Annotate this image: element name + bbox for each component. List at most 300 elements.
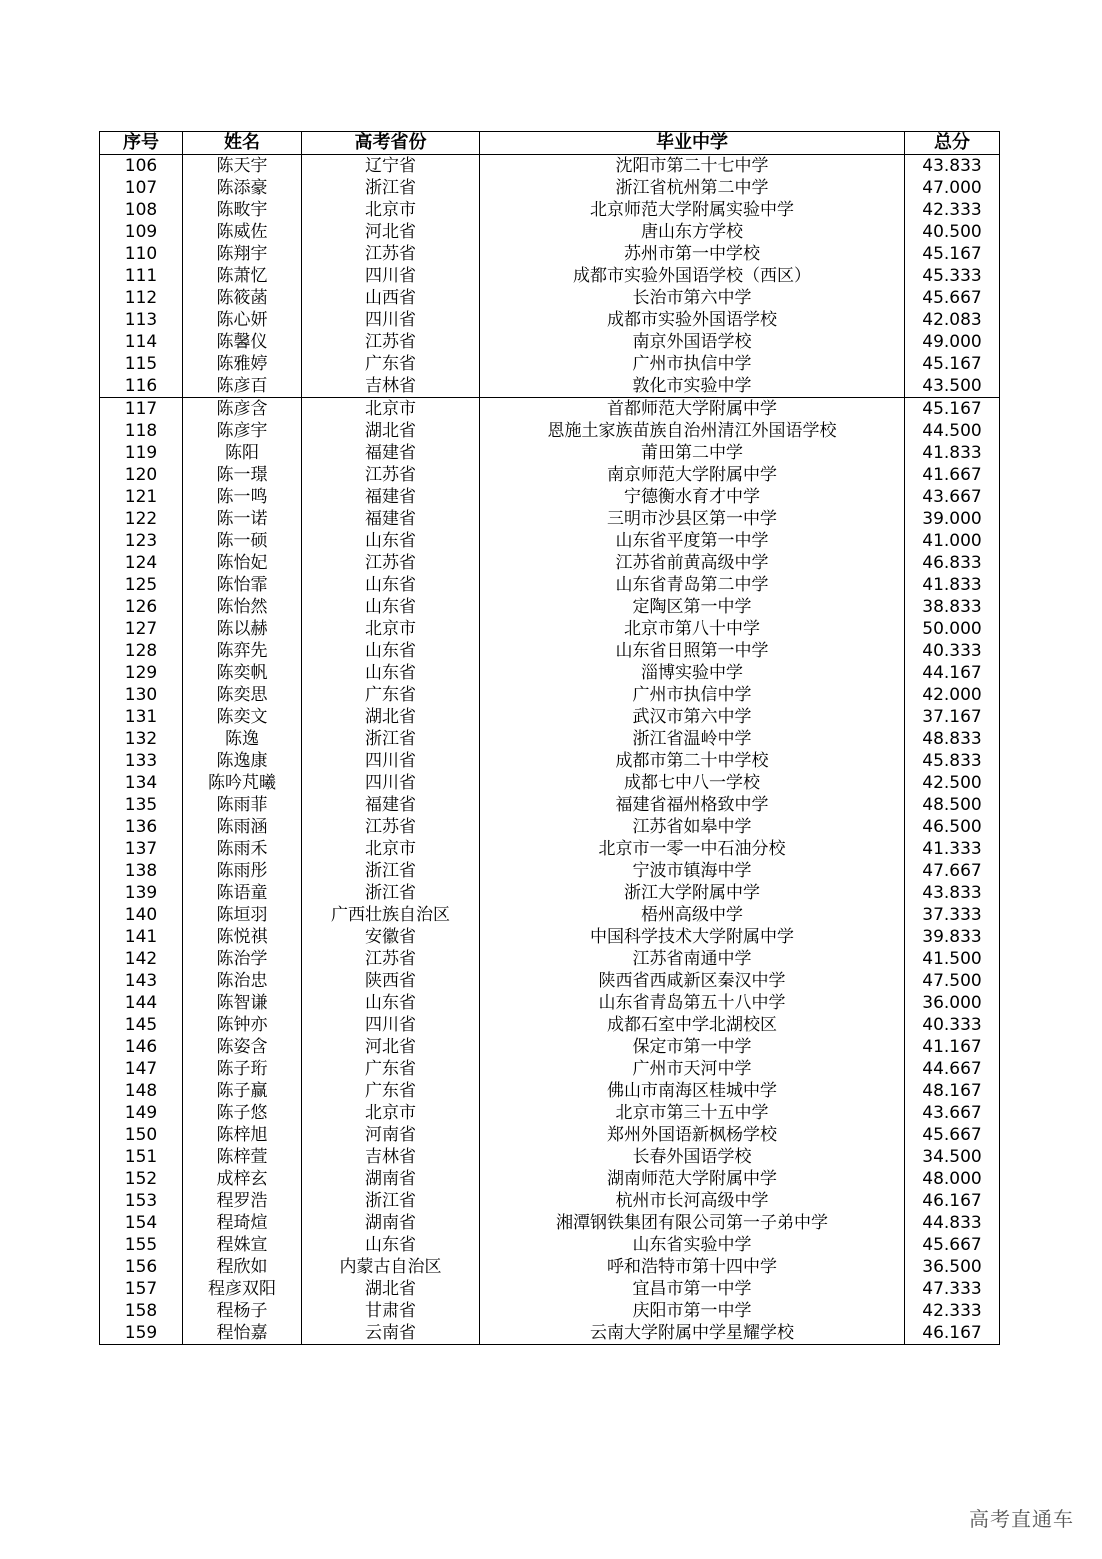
cell-name: 程罗浩 bbox=[183, 1190, 302, 1212]
table-row bbox=[100, 684, 1000, 706]
cell-school: 苏州市第一中学校 bbox=[480, 243, 905, 265]
cell-school: 武汉市第六中学 bbox=[480, 706, 905, 728]
cell-school: 北京市第三十五中学 bbox=[480, 1102, 905, 1124]
cell-name: 陈梓萱 bbox=[183, 1146, 302, 1168]
cell-name: 程欣如 bbox=[183, 1256, 302, 1278]
cell-province: 四川省 bbox=[302, 309, 480, 331]
cell-province: 山东省 bbox=[302, 574, 480, 596]
cell-seq: 144 bbox=[100, 992, 183, 1014]
cell-province: 广东省 bbox=[302, 353, 480, 375]
table-row bbox=[100, 816, 1000, 838]
cell-score: 42.333 bbox=[905, 199, 1000, 221]
cell-seq: 118 bbox=[100, 420, 183, 442]
cell-seq: 157 bbox=[100, 1278, 183, 1300]
cell-name: 陈彦宇 bbox=[183, 420, 302, 442]
cell-school: 北京师范大学附属实验中学 bbox=[480, 199, 905, 221]
cell-school: 山东省青岛第二中学 bbox=[480, 574, 905, 596]
cell-seq: 108 bbox=[100, 199, 183, 221]
table-row bbox=[100, 618, 1000, 640]
table-row bbox=[100, 1146, 1000, 1168]
cell-school: 三明市沙县区第一中学 bbox=[480, 508, 905, 530]
cell-score: 38.833 bbox=[905, 596, 1000, 618]
cell-score: 39.000 bbox=[905, 508, 1000, 530]
cell-seq: 131 bbox=[100, 706, 183, 728]
cell-province: 山东省 bbox=[302, 596, 480, 618]
table-row bbox=[100, 1058, 1000, 1080]
cell-province: 河北省 bbox=[302, 1036, 480, 1058]
cell-seq: 121 bbox=[100, 486, 183, 508]
cell-province: 北京市 bbox=[302, 199, 480, 221]
cell-province: 广东省 bbox=[302, 1058, 480, 1080]
cell-name: 程彦双阳 bbox=[183, 1278, 302, 1300]
table-row bbox=[100, 442, 1000, 464]
cell-province: 吉林省 bbox=[302, 375, 480, 398]
cell-school: 郑州外国语新枫杨学校 bbox=[480, 1124, 905, 1146]
cell-province: 吉林省 bbox=[302, 1146, 480, 1168]
cell-seq: 112 bbox=[100, 287, 183, 309]
cell-school: 呼和浩特市第十四中学 bbox=[480, 1256, 905, 1278]
cell-school: 定陶区第一中学 bbox=[480, 596, 905, 618]
cell-seq: 159 bbox=[100, 1322, 183, 1345]
cell-score: 47.333 bbox=[905, 1278, 1000, 1300]
table-row bbox=[100, 640, 1000, 662]
cell-name: 陈一鸣 bbox=[183, 486, 302, 508]
cell-school: 淄博实验中学 bbox=[480, 662, 905, 684]
cell-score: 47.500 bbox=[905, 970, 1000, 992]
cell-school: 成都市实验外国语学校 bbox=[480, 309, 905, 331]
cell-score: 45.833 bbox=[905, 750, 1000, 772]
cell-name: 陈怡霏 bbox=[183, 574, 302, 596]
cell-school: 山东省青岛第五十八中学 bbox=[480, 992, 905, 1014]
cell-score: 42.333 bbox=[905, 1300, 1000, 1322]
cell-school: 沈阳市第二十七中学 bbox=[480, 155, 905, 178]
table-row bbox=[100, 552, 1000, 574]
cell-school: 江苏省前黄高级中学 bbox=[480, 552, 905, 574]
cell-school: 江苏省南通中学 bbox=[480, 948, 905, 970]
cell-seq: 140 bbox=[100, 904, 183, 926]
cell-province: 山东省 bbox=[302, 992, 480, 1014]
table-row bbox=[100, 155, 1000, 178]
cell-score: 45.667 bbox=[905, 1234, 1000, 1256]
cell-province: 四川省 bbox=[302, 772, 480, 794]
table-row bbox=[100, 1234, 1000, 1256]
cell-score: 36.000 bbox=[905, 992, 1000, 1014]
table-row bbox=[100, 860, 1000, 882]
cell-school: 保定市第一中学 bbox=[480, 1036, 905, 1058]
cell-seq: 128 bbox=[100, 640, 183, 662]
cell-school: 敦化市实验中学 bbox=[480, 375, 905, 398]
table-row bbox=[100, 1212, 1000, 1234]
cell-score: 44.833 bbox=[905, 1212, 1000, 1234]
cell-school: 长春外国语学校 bbox=[480, 1146, 905, 1168]
cell-province: 甘肃省 bbox=[302, 1300, 480, 1322]
table-row bbox=[100, 398, 1000, 421]
cell-name: 陈以赫 bbox=[183, 618, 302, 640]
cell-province: 辽宁省 bbox=[302, 155, 480, 178]
cell-score: 34.500 bbox=[905, 1146, 1000, 1168]
cell-school: 梧州高级中学 bbox=[480, 904, 905, 926]
cell-score: 45.167 bbox=[905, 243, 1000, 265]
cell-seq: 124 bbox=[100, 552, 183, 574]
cell-province: 江苏省 bbox=[302, 331, 480, 353]
cell-province: 山西省 bbox=[302, 287, 480, 309]
cell-score: 40.500 bbox=[905, 221, 1000, 243]
cell-school: 南京外国语学校 bbox=[480, 331, 905, 353]
cell-province: 福建省 bbox=[302, 486, 480, 508]
cell-score: 47.000 bbox=[905, 177, 1000, 199]
cell-seq: 142 bbox=[100, 948, 183, 970]
cell-school: 浙江省杭州第二中学 bbox=[480, 177, 905, 199]
cell-name: 程杨子 bbox=[183, 1300, 302, 1322]
cell-province: 云南省 bbox=[302, 1322, 480, 1345]
table-row bbox=[100, 794, 1000, 816]
cell-name: 陈雨菲 bbox=[183, 794, 302, 816]
cell-province: 四川省 bbox=[302, 1014, 480, 1036]
cell-name: 陈畋宇 bbox=[183, 199, 302, 221]
cell-school: 广州市执信中学 bbox=[480, 353, 905, 375]
cell-school: 成都市实验外国语学校（西区） bbox=[480, 265, 905, 287]
cell-score: 41.333 bbox=[905, 838, 1000, 860]
table-row bbox=[100, 596, 1000, 618]
table-row bbox=[100, 948, 1000, 970]
cell-seq: 133 bbox=[100, 750, 183, 772]
table-row bbox=[100, 728, 1000, 750]
cell-seq: 119 bbox=[100, 442, 183, 464]
cell-province: 广东省 bbox=[302, 1080, 480, 1102]
table-header bbox=[100, 132, 1000, 155]
cell-seq: 106 bbox=[100, 155, 183, 178]
cell-seq: 145 bbox=[100, 1014, 183, 1036]
table-row bbox=[100, 221, 1000, 243]
cell-score: 45.333 bbox=[905, 265, 1000, 287]
cell-score: 41.000 bbox=[905, 530, 1000, 552]
cell-province: 四川省 bbox=[302, 750, 480, 772]
table-row bbox=[100, 838, 1000, 860]
cell-seq: 122 bbox=[100, 508, 183, 530]
cell-name: 陈逸康 bbox=[183, 750, 302, 772]
cell-seq: 147 bbox=[100, 1058, 183, 1080]
cell-school: 佛山市南海区桂城中学 bbox=[480, 1080, 905, 1102]
cell-school: 中国科学技术大学附属中学 bbox=[480, 926, 905, 948]
cell-seq: 151 bbox=[100, 1146, 183, 1168]
table-row bbox=[100, 1102, 1000, 1124]
cell-score: 44.500 bbox=[905, 420, 1000, 442]
cell-name: 陈奕帆 bbox=[183, 662, 302, 684]
table-row bbox=[100, 662, 1000, 684]
cell-school: 广州市天河中学 bbox=[480, 1058, 905, 1080]
cell-province: 浙江省 bbox=[302, 882, 480, 904]
cell-score: 40.333 bbox=[905, 640, 1000, 662]
table-row bbox=[100, 508, 1000, 530]
cell-name: 陈雨禾 bbox=[183, 838, 302, 860]
table-row bbox=[100, 992, 1000, 1014]
cell-score: 39.833 bbox=[905, 926, 1000, 948]
cell-province: 浙江省 bbox=[302, 177, 480, 199]
cell-score: 46.167 bbox=[905, 1190, 1000, 1212]
table-row bbox=[100, 530, 1000, 552]
cell-province: 江苏省 bbox=[302, 816, 480, 838]
cell-seq: 146 bbox=[100, 1036, 183, 1058]
cell-name: 陈心妍 bbox=[183, 309, 302, 331]
table-row bbox=[100, 706, 1000, 728]
cell-score: 42.083 bbox=[905, 309, 1000, 331]
cell-score: 48.000 bbox=[905, 1168, 1000, 1190]
cell-seq: 138 bbox=[100, 860, 183, 882]
cell-seq: 110 bbox=[100, 243, 183, 265]
cell-school: 陕西省西咸新区秦汉中学 bbox=[480, 970, 905, 992]
cell-score: 43.833 bbox=[905, 882, 1000, 904]
cell-school: 湖南师范大学附属中学 bbox=[480, 1168, 905, 1190]
cell-province: 浙江省 bbox=[302, 860, 480, 882]
cell-school: 成都市第二十中学校 bbox=[480, 750, 905, 772]
cell-seq: 134 bbox=[100, 772, 183, 794]
cell-score: 46.167 bbox=[905, 1322, 1000, 1345]
cell-province: 北京市 bbox=[302, 1102, 480, 1124]
cell-score: 45.167 bbox=[905, 398, 1000, 421]
cell-name: 陈子悠 bbox=[183, 1102, 302, 1124]
cell-province: 四川省 bbox=[302, 265, 480, 287]
cell-province: 福建省 bbox=[302, 794, 480, 816]
cell-name: 陈阳 bbox=[183, 442, 302, 464]
cell-province: 福建省 bbox=[302, 508, 480, 530]
cell-province: 江苏省 bbox=[302, 948, 480, 970]
cell-name: 陈翔宇 bbox=[183, 243, 302, 265]
cell-seq: 109 bbox=[100, 221, 183, 243]
cell-school: 浙江省温岭中学 bbox=[480, 728, 905, 750]
cell-province: 内蒙古自治区 bbox=[302, 1256, 480, 1278]
cell-seq: 152 bbox=[100, 1168, 183, 1190]
cell-seq: 136 bbox=[100, 816, 183, 838]
table-row bbox=[100, 574, 1000, 596]
cell-name: 程怡嘉 bbox=[183, 1322, 302, 1345]
cell-province: 湖北省 bbox=[302, 706, 480, 728]
cell-seq: 123 bbox=[100, 530, 183, 552]
cell-seq: 127 bbox=[100, 618, 183, 640]
cell-school: 广州市执信中学 bbox=[480, 684, 905, 706]
cell-name: 陈一硕 bbox=[183, 530, 302, 552]
cell-seq: 130 bbox=[100, 684, 183, 706]
cell-seq: 126 bbox=[100, 596, 183, 618]
cell-score: 41.833 bbox=[905, 442, 1000, 464]
cell-seq: 148 bbox=[100, 1080, 183, 1102]
cell-seq: 141 bbox=[100, 926, 183, 948]
cell-seq: 132 bbox=[100, 728, 183, 750]
table-row bbox=[100, 199, 1000, 221]
cell-school: 南京师范大学附属中学 bbox=[480, 464, 905, 486]
table-row bbox=[100, 375, 1000, 398]
header-seq: 序号 bbox=[100, 132, 183, 155]
cell-school: 首都师范大学附属中学 bbox=[480, 398, 905, 421]
cell-seq: 156 bbox=[100, 1256, 183, 1278]
table-row bbox=[100, 1168, 1000, 1190]
cell-province: 山东省 bbox=[302, 662, 480, 684]
cell-score: 41.833 bbox=[905, 574, 1000, 596]
cell-school: 恩施土家族苗族自治州清江外国语学校 bbox=[480, 420, 905, 442]
table-row bbox=[100, 1014, 1000, 1036]
table-row bbox=[100, 265, 1000, 287]
table-row bbox=[100, 420, 1000, 442]
table-row bbox=[100, 243, 1000, 265]
table-row bbox=[100, 486, 1000, 508]
cell-score: 42.500 bbox=[905, 772, 1000, 794]
cell-score: 46.500 bbox=[905, 816, 1000, 838]
cell-province: 湖北省 bbox=[302, 1278, 480, 1300]
cell-province: 河北省 bbox=[302, 221, 480, 243]
cell-school: 湘潭钢铁集团有限公司第一子弟中学 bbox=[480, 1212, 905, 1234]
cell-name: 陈治忠 bbox=[183, 970, 302, 992]
watermark-text: 高考直通车 bbox=[969, 1507, 1074, 1531]
cell-name: 陈威佐 bbox=[183, 221, 302, 243]
cell-name: 陈治学 bbox=[183, 948, 302, 970]
cell-school: 杭州市长河高级中学 bbox=[480, 1190, 905, 1212]
cell-name: 陈垣羽 bbox=[183, 904, 302, 926]
cell-name: 陈弈先 bbox=[183, 640, 302, 662]
cell-seq: 137 bbox=[100, 838, 183, 860]
cell-school: 北京市第八十中学 bbox=[480, 618, 905, 640]
cell-province: 山东省 bbox=[302, 640, 480, 662]
cell-name: 陈馨仪 bbox=[183, 331, 302, 353]
cell-name: 陈彦含 bbox=[183, 398, 302, 421]
cell-province: 北京市 bbox=[302, 618, 480, 640]
table-row bbox=[100, 1190, 1000, 1212]
table-row bbox=[100, 772, 1000, 794]
cell-score: 40.333 bbox=[905, 1014, 1000, 1036]
cell-score: 36.500 bbox=[905, 1256, 1000, 1278]
header-score: 总分 bbox=[905, 132, 1000, 155]
cell-seq: 114 bbox=[100, 331, 183, 353]
table-row bbox=[100, 331, 1000, 353]
table-row bbox=[100, 1322, 1000, 1345]
cell-name: 陈智谦 bbox=[183, 992, 302, 1014]
table-row bbox=[100, 970, 1000, 992]
cell-name: 陈钟亦 bbox=[183, 1014, 302, 1036]
table-row bbox=[100, 287, 1000, 309]
cell-province: 河南省 bbox=[302, 1124, 480, 1146]
table-row bbox=[100, 904, 1000, 926]
cell-province: 北京市 bbox=[302, 398, 480, 421]
cell-province: 福建省 bbox=[302, 442, 480, 464]
cell-province: 广东省 bbox=[302, 684, 480, 706]
cell-province: 北京市 bbox=[302, 838, 480, 860]
table-row bbox=[100, 309, 1000, 331]
table-row bbox=[100, 1256, 1000, 1278]
cell-school: 莆田第二中学 bbox=[480, 442, 905, 464]
cell-school: 成都石室中学北湖校区 bbox=[480, 1014, 905, 1036]
cell-province: 浙江省 bbox=[302, 728, 480, 750]
cell-school: 福建省福州格致中学 bbox=[480, 794, 905, 816]
cell-score: 50.000 bbox=[905, 618, 1000, 640]
cell-seq: 153 bbox=[100, 1190, 183, 1212]
cell-score: 43.667 bbox=[905, 1102, 1000, 1124]
cell-name: 陈筱菡 bbox=[183, 287, 302, 309]
cell-province: 湖南省 bbox=[302, 1212, 480, 1234]
cell-score: 48.833 bbox=[905, 728, 1000, 750]
cell-name: 陈雨彤 bbox=[183, 860, 302, 882]
cell-name: 陈子赢 bbox=[183, 1080, 302, 1102]
cell-seq: 155 bbox=[100, 1234, 183, 1256]
table-row bbox=[100, 750, 1000, 772]
cell-name: 陈子珩 bbox=[183, 1058, 302, 1080]
table-row bbox=[100, 882, 1000, 904]
header-name: 姓名 bbox=[183, 132, 302, 155]
cell-name: 陈彦百 bbox=[183, 375, 302, 398]
cell-seq: 116 bbox=[100, 375, 183, 398]
cell-seq: 107 bbox=[100, 177, 183, 199]
cell-province: 江苏省 bbox=[302, 552, 480, 574]
cell-score: 49.000 bbox=[905, 331, 1000, 353]
table-row bbox=[100, 464, 1000, 486]
cell-score: 41.667 bbox=[905, 464, 1000, 486]
cell-name: 陈怡然 bbox=[183, 596, 302, 618]
cell-score: 43.500 bbox=[905, 375, 1000, 398]
cell-name: 陈天宇 bbox=[183, 155, 302, 178]
cell-name: 陈逸 bbox=[183, 728, 302, 750]
cell-seq: 120 bbox=[100, 464, 183, 486]
table-row bbox=[100, 1036, 1000, 1058]
cell-province: 浙江省 bbox=[302, 1190, 480, 1212]
cell-score: 48.500 bbox=[905, 794, 1000, 816]
cell-seq: 113 bbox=[100, 309, 183, 331]
cell-name: 陈姿含 bbox=[183, 1036, 302, 1058]
cell-score: 42.000 bbox=[905, 684, 1000, 706]
cell-school: 浙江大学附属中学 bbox=[480, 882, 905, 904]
cell-name: 陈一诺 bbox=[183, 508, 302, 530]
cell-seq: 115 bbox=[100, 353, 183, 375]
cell-score: 46.833 bbox=[905, 552, 1000, 574]
cell-school: 山东省平度第一中学 bbox=[480, 530, 905, 552]
cell-score: 43.833 bbox=[905, 155, 1000, 178]
cell-name: 程琦煊 bbox=[183, 1212, 302, 1234]
cell-name: 陈奕思 bbox=[183, 684, 302, 706]
cell-province: 湖南省 bbox=[302, 1168, 480, 1190]
table-row bbox=[100, 1278, 1000, 1300]
cell-name: 陈添豪 bbox=[183, 177, 302, 199]
cell-seq: 117 bbox=[100, 398, 183, 421]
cell-score: 41.167 bbox=[905, 1036, 1000, 1058]
cell-seq: 158 bbox=[100, 1300, 183, 1322]
cell-seq: 125 bbox=[100, 574, 183, 596]
cell-score: 41.500 bbox=[905, 948, 1000, 970]
cell-province: 山东省 bbox=[302, 1234, 480, 1256]
cell-school: 江苏省如皋中学 bbox=[480, 816, 905, 838]
cell-name: 程姝宣 bbox=[183, 1234, 302, 1256]
cell-name: 陈语童 bbox=[183, 882, 302, 904]
cell-score: 47.667 bbox=[905, 860, 1000, 882]
cell-school: 山东省实验中学 bbox=[480, 1234, 905, 1256]
cell-score: 45.667 bbox=[905, 1124, 1000, 1146]
table-row bbox=[100, 1300, 1000, 1322]
cell-school: 北京市一零一中石油分校 bbox=[480, 838, 905, 860]
header-school: 毕业中学 bbox=[480, 132, 905, 155]
cell-province: 江苏省 bbox=[302, 464, 480, 486]
cell-score: 45.167 bbox=[905, 353, 1000, 375]
cell-name: 陈梓旭 bbox=[183, 1124, 302, 1146]
cell-score: 44.667 bbox=[905, 1058, 1000, 1080]
cell-seq: 143 bbox=[100, 970, 183, 992]
cell-province: 广西壮族自治区 bbox=[302, 904, 480, 926]
cell-school: 云南大学附属中学星耀学校 bbox=[480, 1322, 905, 1345]
cell-name: 陈萧忆 bbox=[183, 265, 302, 287]
cell-seq: 149 bbox=[100, 1102, 183, 1124]
cell-seq: 154 bbox=[100, 1212, 183, 1234]
cell-school: 成都七中八一学校 bbox=[480, 772, 905, 794]
cell-name: 陈吟芃曦 bbox=[183, 772, 302, 794]
cell-score: 37.333 bbox=[905, 904, 1000, 926]
table-row bbox=[100, 926, 1000, 948]
cell-school: 宜昌市第一中学 bbox=[480, 1278, 905, 1300]
cell-seq: 135 bbox=[100, 794, 183, 816]
cell-province: 湖北省 bbox=[302, 420, 480, 442]
